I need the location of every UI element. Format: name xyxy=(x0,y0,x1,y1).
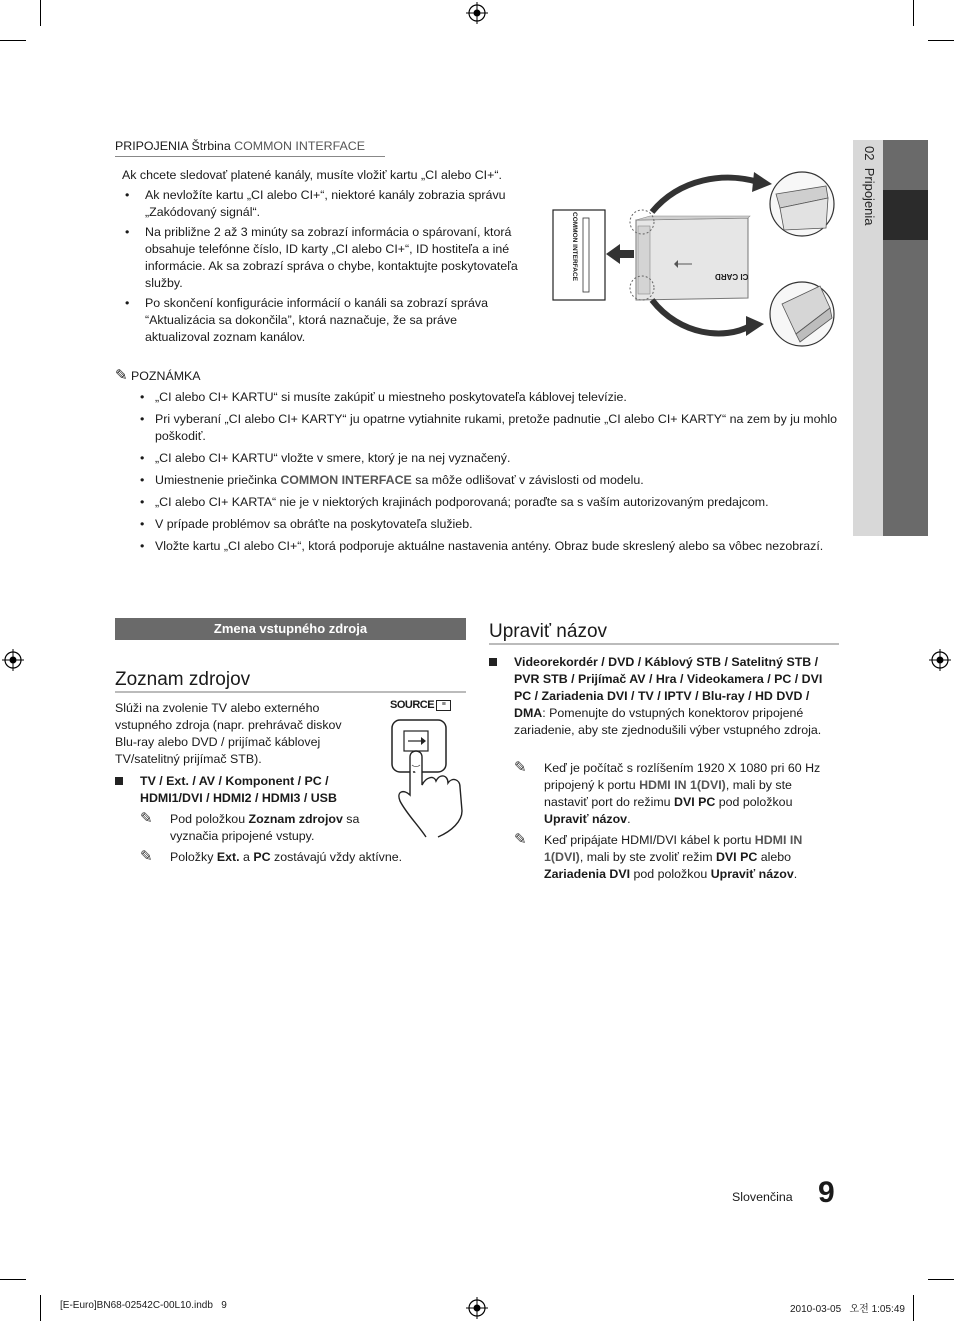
list-item: • Na približne 2 až 3 minúty sa zobrazí informácia o spárovaní, ktorá obsahuje telefónne číslo, ID karty „CI alebo CI+“, ID hostiteľa a iné informácie. Ak sa zobrazí správa o chybe, kontaktujte poskytovateľa služby. xyxy=(125,225,518,290)
source-button-label: SOURCE ≡ xyxy=(390,699,451,711)
source-icon: ≡ xyxy=(436,700,451,711)
list-item: • „CI alebo CI+ KARTU“ si musíte zakúpiť u miestneho poskytovateľa káblovej televízie. xyxy=(140,390,627,404)
crop-mark xyxy=(928,40,954,41)
side-tab-active xyxy=(883,190,928,240)
heading-rule xyxy=(115,691,466,693)
registration-mark-icon xyxy=(466,1297,488,1319)
footer-language: Slovenčina xyxy=(732,1190,793,1204)
note-list xyxy=(115,389,840,560)
note-title: ✎ POZNÁMKA xyxy=(115,367,201,384)
pencil-icon: ✎ xyxy=(514,759,527,776)
ci-intro: Ak chcete sledovať platené kanály, musíte vložiť kartu „CI alebo CI+“. xyxy=(122,168,502,182)
source-note-1: ✎ Pod položkou Zoznam zdrojov sa vyznačia pripojené vstupy. xyxy=(140,810,360,843)
bullet-square xyxy=(489,658,497,666)
pencil-icon: ✎ xyxy=(514,831,527,848)
page-number: 9 xyxy=(818,1176,835,1209)
list-item: • Ak nevložíte kartu „CI alebo CI+“, niektoré kanály zobrazia správu „Zakódovaný signál“. xyxy=(125,188,506,219)
list-item: • V prípade problémov sa obráťte na poskytovateľa služieb. xyxy=(140,517,473,531)
edit-name-heading: Upraviť názov xyxy=(489,621,608,642)
list-item: • Vložte kartu „CI alebo CI+“, ktorá podporuje aktuálne nastavenia antény. Obraz bude skreslený alebo sa vôbec nezobrazí. xyxy=(140,539,824,553)
edit-note-2: ✎ Keď pripájate HDMI/DVI kábel k portu HDMI IN 1(DVI), mali by ste zvoliť režim DVI PC alebo Zariadenia DVI pod položkou Upraviť názov. xyxy=(514,831,803,881)
source-list-bullet: TV / Ext. / AV / Komponent / PC / HDMI1/DVI / HDMI2 / HDMI3 / USB xyxy=(115,773,375,807)
source-list-text: Slúži na zvolenie TV alebo externého vstupného zdroja (napr. prehrávač diskov Blu-ray alebo DVD / prijímač káblovej TV/satelitný prijímač STB). xyxy=(115,701,342,766)
ci-bullets xyxy=(115,187,525,349)
list-item: • Umiestnenie priečinka COMMON INTERFACE sa môže odlišovať v závislosti od modelu. xyxy=(140,473,644,487)
crop-mark xyxy=(40,1295,41,1321)
edit-note-1: ✎ Keď je počítač s rozlíšením 1920 X 1080 pri 60 Hz pripojený k portu HDMI IN 1(DVI), mali by ste nastaviť port do režimu DVI PC pod položkou Upraviť názov. xyxy=(514,759,821,826)
list-item: • Pri vyberaní „CI alebo CI+ KARTY“ ju opatrne vytiahnite rukami, pretože padnutie „CI alebo CI+ KARTY“ na zem by ju mohlo poškodiť. xyxy=(140,412,838,443)
section-title: PRIPOJENIA Štrbina COMMON INTERFACE xyxy=(115,139,365,153)
side-tab-number: 02 xyxy=(862,146,877,161)
slot-label: COMMON INTERFACE xyxy=(571,212,578,281)
crop-mark xyxy=(913,0,914,26)
side-tab-text: Pripojenia xyxy=(862,167,877,226)
pencil-icon: ✎ xyxy=(115,367,128,384)
source-list-heading: Zoznam zdrojov xyxy=(115,669,251,690)
registration-mark-icon xyxy=(929,649,951,671)
edit-name-bullet: Videorekordér / DVD / Káblový STB / Satelitný STB / PVR STB / Prijímač AV / Hra / Videokamera / PC / DVI PC / Zariadenia DVI / TV / IPTV / Blu-ray / HD DVD / DMA: Pomenujte do vstupných konektorov pripojené zariadenie, aby ste zjednodušili výber vstupného zdroja. xyxy=(489,654,829,739)
registration-mark-icon xyxy=(466,2,488,24)
side-tab-label xyxy=(853,140,883,340)
section-rule xyxy=(115,156,385,157)
hand-pressing-button-icon xyxy=(388,715,468,839)
crop-mark xyxy=(928,1279,954,1280)
pencil-icon: ✎ xyxy=(140,848,153,865)
card-label: CI CARD xyxy=(715,272,749,281)
list-item: • Po skončení konfigurácie informácií o kanáli sa zobrazí správa “Aktualizácia sa dokončila”, ktorá naznačuje, že sa práve aktualizoval zoznam kanálov. xyxy=(125,296,488,344)
list-item: • „CI alebo CI+ KARTA“ nie je v niektorých krajinách podporovaná; poraďte sa s vaším autorizovaným predajcom. xyxy=(140,495,769,509)
bullet-square xyxy=(115,777,123,785)
section-bar: Zmena vstupného zdroja xyxy=(115,618,466,640)
crop-mark xyxy=(40,0,41,26)
crop-mark xyxy=(0,1279,26,1280)
crop-mark xyxy=(0,40,26,41)
date-info: 2010-03-05 오전 1:05:49 xyxy=(790,1304,905,1315)
file-info: [E-Euro]BN68-02542C-00L10.indb 9 xyxy=(60,1300,227,1311)
heading-rule xyxy=(489,643,839,645)
ci-card-illustration xyxy=(550,168,840,352)
registration-mark-icon xyxy=(2,649,24,671)
crop-mark xyxy=(913,1295,914,1321)
source-note-2: ✎ Položky Ext. a PC zostávajú vždy aktívne. xyxy=(140,848,403,865)
list-item: • „CI alebo CI+ KARTU“ vložte v smere, ktorý je na nej vyznačený. xyxy=(140,451,511,465)
pencil-icon: ✎ xyxy=(140,810,153,827)
